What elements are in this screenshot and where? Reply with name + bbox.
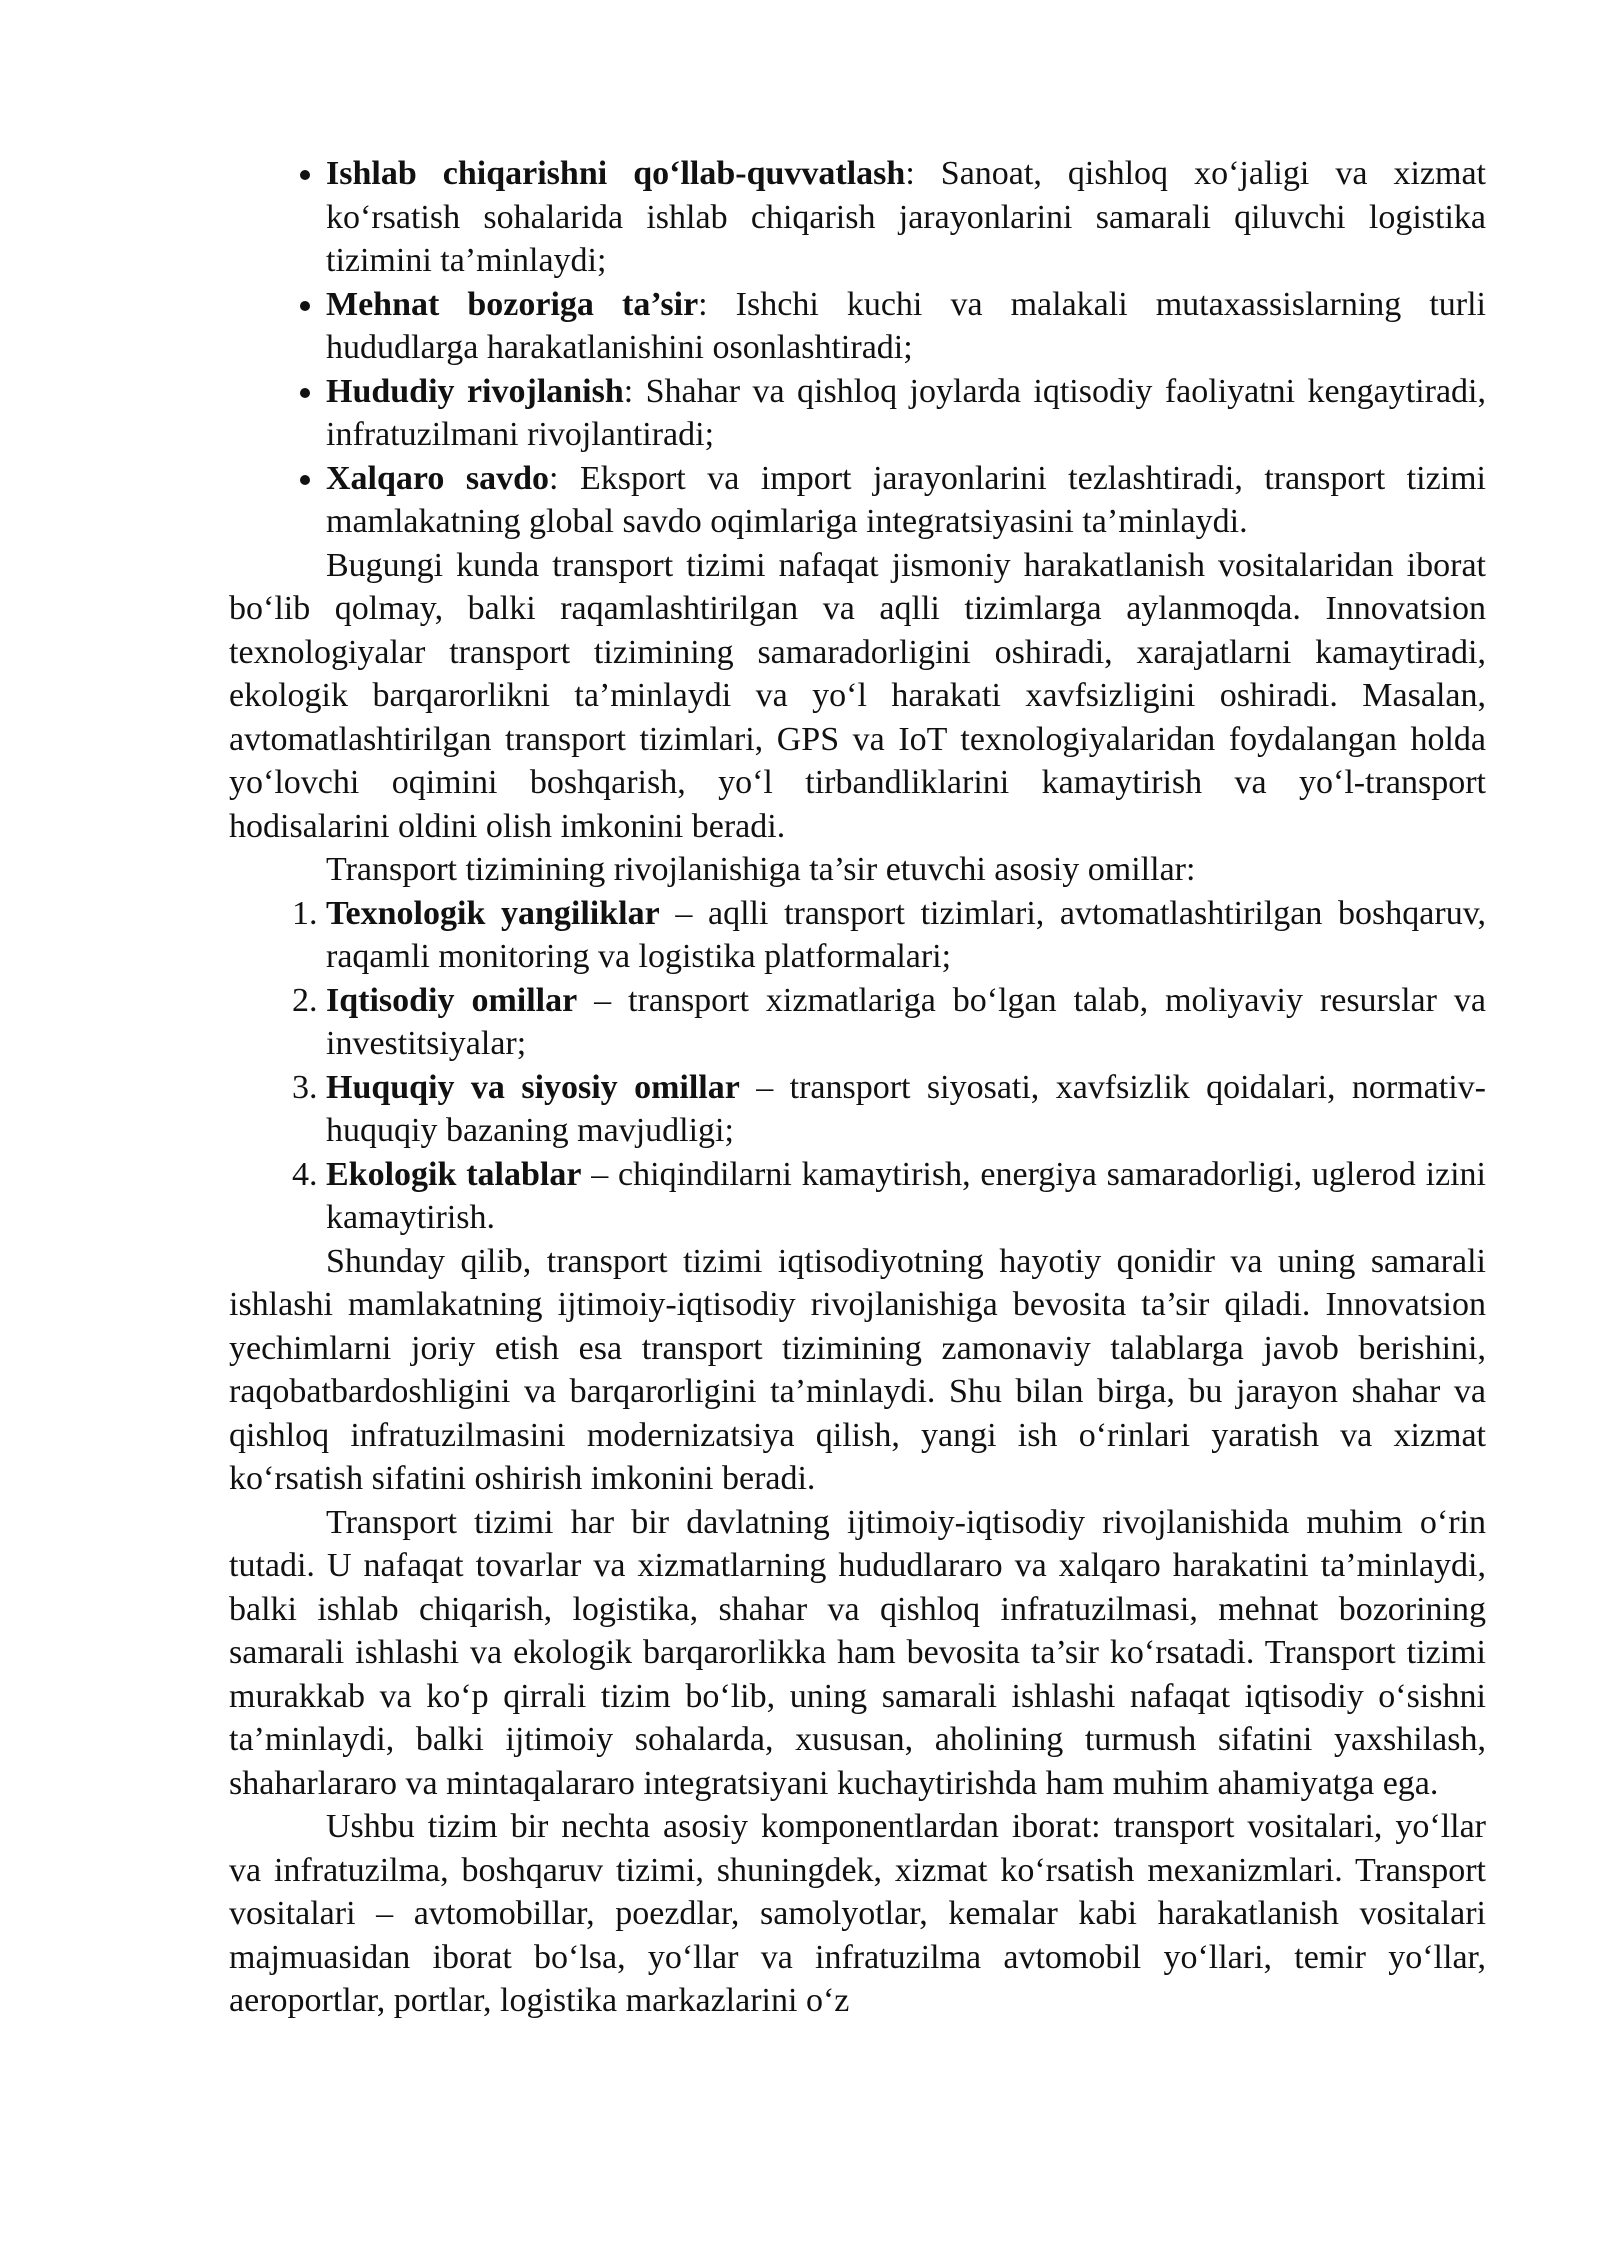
paragraph: Shunday qilib, transport tizimi iqtisodiyotning hayotiy qonidir va uning samarali ishlashi mamlakatning ijtimoiy-iqtisodiy rivojlanishiga bevosita ta’sir qiladi. Innovatsion yechimlarni joriy etish esa transport tizimining zamonaviy talablarga javob berishini, raqobatbardoshligini va barqarorligini ta’minlaydi. Shu bilan birga, bu jarayon shahar va qishloq infratuzilmasini modernizatsiya qilish, yangi ish o‘rinlari yaratish va xizmat ko‘rsatish sifatini oshirish imkonini beradi. [229, 1242, 1486, 1497]
paragraph: Ushbu tizim bir nechta asosiy komponentlardan iborat: transport vositalari, yo‘llar va infratuzilma, boshqaruv tizimi, shuningdek, xizmat ko‘rsatish mexanizmlari. Transport vositalari – avtomobillar, poezdlar, samolyotlar, kemalar kabi harakatlanish vositalari majmuasidan iborat bo‘lsa, yo‘llar va infratuzilma avtomobil yo‘llari, temir yo‘llar, aeroportlar, portlar, logistika markazlarini o‘z [229, 1808, 1486, 2019]
list-item-term: Iqtisodiy omillar [326, 981, 578, 1019]
list-item [326, 152, 1486, 283]
list-item-term: Xalqaro savdo [326, 459, 550, 497]
paragraph: Bugungi kunda transport tizimi nafaqat jismoniy harakatlanish vositalaridan iborat bo‘lib qolmay, balki raqamlashtirilgan va aqlli tizimlarga aylanmoqda. Innovatsion texnologiyalar transport tizimining samaradorligini oshiradi, xarajatlarni kamaytiradi, ekologik barqarorlikni ta’minlaydi va yo‘l harakati xavfsizligini oshiradi. Masalan, avtomatlashtirilgan transport tizimlari, GPS va IoT texnologiyalaridan foydalangan holda yo‘lovchi oqimini boshqarish, yo‘l tirbandliklarini kamaytirish va yo‘l-transport hodisalarini oldini olish imkonini beradi. [229, 546, 1486, 845]
list-item-text: : Eksport va import jarayonlarini tezlashtiradi, transport tizimi mamlakatning global savdo oqimlariga integratsiyasini ta’minlaydi. [326, 459, 1487, 540]
list-item-text: – aqlli transport tizimlari, avtomatlashtirilgan boshqaruv, raqamli monitoring va logistika platformalari; [326, 894, 1486, 975]
paragraph: Transport tizimining rivojlanishiga ta’sir etuvchi asosiy omillar: [326, 851, 1196, 888]
list-item [326, 457, 1486, 544]
list-item [326, 370, 1486, 457]
list-item-text: : Ishchi kuchi va malakali mutaxassislarning turli hududlarga harakatlanishini osonlashtiradi; [326, 285, 1486, 366]
list-item [326, 1066, 1486, 1153]
list-item-text: : Shahar va qishloq joylarda iqtisodiy faoliyatni kengaytiradi, infratuzilmani rivojlantiradi; [326, 372, 1486, 453]
list-item-text: – chiqindilarni kamaytirish, energiya samaradorligi, uglerod izini kamaytirish. [326, 1155, 1487, 1236]
list-item [326, 979, 1486, 1066]
page-content [229, 152, 1486, 2023]
list-item [326, 283, 1486, 370]
list-item-text: : Sanoat, qishloq xo‘jaligi va xizmat ko‘rsatish sohalarida ishlab chiqarish jarayonlarini samarali qiluvchi logistika tizimini ta’minlaydi; [326, 155, 1486, 279]
role-bullet-list [229, 152, 1486, 544]
list-item-term: Mehnat bozoriga ta’sir [326, 285, 699, 323]
list-item-term: Texnologik yangiliklar [326, 894, 660, 932]
list-item-term: Huquqiy va siyosiy omillar [326, 1068, 740, 1106]
list-item [326, 1153, 1486, 1240]
list-item-term: Hududiy rivojlanish [326, 372, 624, 410]
list-item-text: – transport xizmatlariga bo‘lgan talab, moliyaviy resurslar va investitsiyalar; [326, 981, 1487, 1062]
paragraph: Transport tizimi har bir davlatning ijtimoiy-iqtisodiy rivojlanishida muhim o‘rin tutadi. U nafaqat tovarlar va xizmatlarning hududlararo va xalqaro harakatini ta’minlaydi, balki ishlab chiqarish, logistika, shahar va qishloq infratuzilmasi, mehnat bozorining samarali ishlashi va ekologik barqarorlikka ham bevosita ta’sir ko‘rsatadi. Transport tizimi murakkab va ko‘p qirrali tizim bo‘lib, uning samarali ishlashi nafaqat iqtisodiy o‘sishni ta’minlaydi, balki ijtimoiy sohalarda, xususan, aholining turmush sifatini yaxshilash, shaharlararo va mintaqalararo integratsiyani kuchaytirishda ham muhim ahamiyatga ega. [229, 1503, 1486, 1802]
list-item-text: – transport siyosati, xavfsizlik qoidalari, normativ-huquqiy bazaning mavjudligi; [326, 1068, 1486, 1149]
list-item [326, 892, 1486, 979]
factors-numbered-list [229, 892, 1486, 1240]
list-item-term: Ishlab chiqarishni qo‘llab-quvvatlash [326, 155, 906, 192]
list-item-term: Ekologik talablar [326, 1155, 582, 1193]
